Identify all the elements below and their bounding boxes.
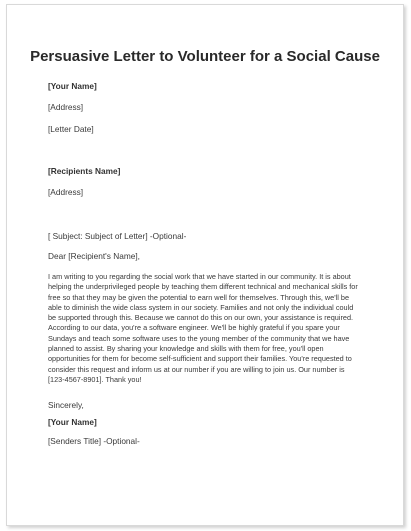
body-line: free so that they may be given the potential to earn well for themselves. Through this, we'll be <box>48 292 350 302</box>
body-line: consider this request and inform us at our number if you are willing to join us. Our number is <box>48 364 345 374</box>
body-line: be supported through this. Because we cannot do this on our own, your assistance is required. <box>48 313 354 323</box>
recipient-address: [Address] <box>48 187 84 197</box>
salutation: Dear [Recipient's Name], <box>48 251 140 261</box>
body-line: I am writing to you regarding the social work that we have started in our community. It is about <box>48 272 351 281</box>
body-line: According to our data, you're a software engineer. We'll be highly grateful if you spare your <box>48 323 340 333</box>
signature-title: [Senders Title] -Optional- <box>48 436 140 446</box>
body-line: helping the underprivileged people by teaching them different technical and mechanical skills for <box>48 282 358 292</box>
letter-body <box>48 272 381 385</box>
body-line: opportunities for them for become self-sufficient and support their families. You're requested to <box>48 354 352 364</box>
sender-address: [Address] <box>48 102 84 112</box>
sender-name: [Your Name] <box>48 81 97 91</box>
signature-name: [Your Name] <box>48 417 97 427</box>
letter-page <box>6 4 404 526</box>
body-line: Sundays and teach some software uses to the young member of the community that we have <box>48 333 350 343</box>
body-line: [123-4567-8901]. Thank you! <box>48 374 142 384</box>
letter-title: Persuasive Letter to Volunteer for a Social Cause <box>30 48 380 65</box>
body-line: able to diminish the wide class system in our society. Families and not only the individual could <box>48 302 354 312</box>
subject-line: [ Subject: Subject of Letter] -Optional- <box>48 231 187 241</box>
closing: Sincerely, <box>48 400 84 410</box>
letter-date: [Letter Date] <box>48 124 94 134</box>
body-line: planned to assist. By sharing your knowledge and skills with them for free, you'll open <box>48 344 324 354</box>
recipient-name: [Recipients Name] <box>48 166 121 176</box>
